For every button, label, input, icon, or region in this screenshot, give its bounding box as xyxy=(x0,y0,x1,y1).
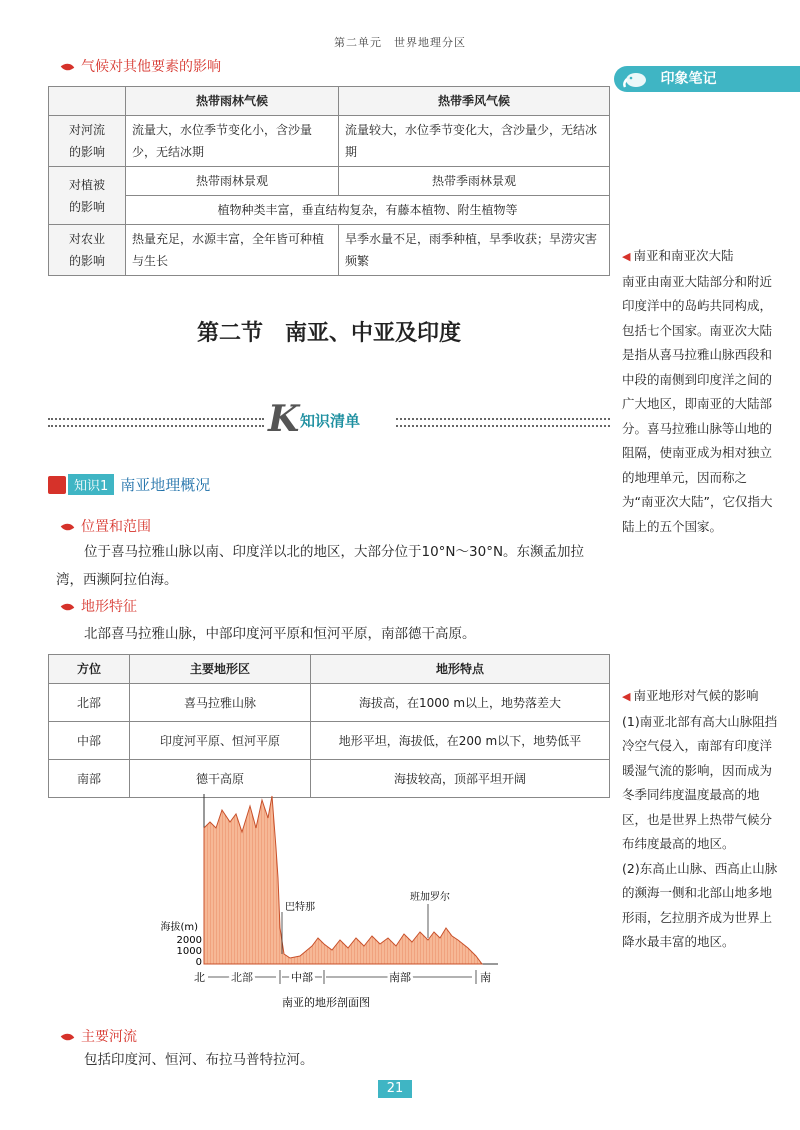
table-row: 对植被 的影响 热带雨林景观 热带季雨林景观 xyxy=(49,167,610,196)
y-axis-label: 海拔(m) xyxy=(160,922,198,933)
north-label: 北 xyxy=(194,971,205,984)
k-logo: K xyxy=(268,398,300,440)
knowledge-tag: 知识1 xyxy=(68,474,114,495)
table-row: 北部 喜马拉雅山脉 海拔高，在1000 m以上，地势落差大 xyxy=(49,684,610,722)
leaf-icon xyxy=(61,521,75,533)
triangle-marker-icon: ◀ xyxy=(622,250,631,263)
unit-header: 第二单元 世界地理分区 xyxy=(334,36,466,49)
terrain-profile-area xyxy=(204,796,482,964)
table-row: 南部 德干高原 海拔较高，顶部平坦开阔 xyxy=(49,760,610,798)
segment-north: 北部 xyxy=(231,971,253,984)
book-icon xyxy=(48,476,66,494)
col-rainforest: 热带雨林气候 xyxy=(126,87,339,116)
table-row: 中部 印度河平原、恒河平原 地形平坦，海拔低，在200 m以下，地势低平 xyxy=(49,722,610,760)
leaf-icon xyxy=(61,1031,75,1043)
location-title: 位置和范围 xyxy=(62,516,151,536)
y-tick: 1000 xyxy=(176,946,202,957)
side-note-subcontinent: ◀ 南亚和南亚次大陆 南亚由南亚大陆部分和附近印度洋中的岛屿共同构成，包括七个国家。南亚次大陆是指从喜马拉雅山脉西段和中段的南侧到印度洋之间的广大地区，即南亚的大陆部分。喜马拉雅山脉等山地的阻隔，使南亚成为相对独立的地理单元，因而称之为“南亚次大陆”，它仅指大陆上的五个国家。 xyxy=(622,248,773,534)
divider xyxy=(396,418,610,427)
leaf-icon xyxy=(61,61,75,73)
y-tick: 0 xyxy=(195,957,202,968)
terrain-profile-diagram xyxy=(150,788,510,1018)
table-row: 对河流 的影响 流量大，水位季节变化小，含沙量少，无结冰期 流量较大，水位季节变化大，含沙量少，无结冰期 xyxy=(49,116,610,167)
terrain-title: 地形特征 xyxy=(62,596,137,616)
terrain-table: 方位 主要地形区 地形特点 北部 喜马拉雅山脉 海拔高，在1000 m以上，地势落差大 中部 印度河平原、恒河平原 地形平坦，海拔低，在200 m以下，地势低平 南部 德干高原 海拔较高，顶部平坦开阔 xyxy=(48,654,610,798)
patna-label: 巴特那 xyxy=(285,902,315,913)
climate-section-title: 气候对其他要素的影响 xyxy=(62,56,221,76)
segment-middle: 中部 xyxy=(291,971,313,984)
location-text: 位于喜马拉雅山脉以南、印度洋以北的地区，大部分位于10°N～30°N。东濒孟加拉湾，西濒阿拉伯海。 xyxy=(56,544,585,588)
knowledge1-heading: 知识1 南亚地理概况 xyxy=(48,474,210,495)
banner-label: 印象笔记 xyxy=(660,71,717,87)
rivers-text: 包括印度河、恒河、布拉马普特拉河。 xyxy=(84,1052,314,1068)
divider xyxy=(48,418,264,427)
diagram-caption: 南亚的地形剖面图 xyxy=(282,996,370,1009)
col-monsoon: 热带季风气候 xyxy=(339,87,610,116)
rivers-title: 主要河流 xyxy=(62,1026,137,1046)
impression-notes-banner xyxy=(614,66,800,92)
table-row: 植物种类丰富，垂直结构复杂，有藤本植物、附生植物等 xyxy=(49,196,610,225)
elephant-icon xyxy=(622,69,652,89)
chapter-title: 第二节 南亚、中亚及印度 xyxy=(196,320,461,346)
triangle-marker-icon: ◀ xyxy=(622,690,631,703)
knowledge-list-banner: K 知识清单 xyxy=(268,398,361,440)
page-number: 21 xyxy=(378,1080,412,1098)
y-tick: 2000 xyxy=(176,935,202,946)
climate-table xyxy=(48,86,610,276)
bangalore-label: 班加罗尔 xyxy=(410,892,450,903)
south-label: 南 xyxy=(480,971,491,984)
segment-south: 南部 xyxy=(389,971,411,984)
side-note-terrain-climate: ◀ 南亚地形对气候的影响 (1)南亚北部有高大山脉阻挡冷空气侵入，南部有印度洋暖湿气流的影响，因而成为冬季同纬度温度最高的地区，也是世界上热带气候分布纬度最高的地区。 (2)东高止山脉、西高止山脉的濒海一侧和北部山地多地形雨，乞拉朋齐成为世界上降水最丰富的地区。 xyxy=(622,688,778,949)
terrain-text: 北部喜马拉雅山脉，中部印度河平原和恒河平原，南部德干高原。 xyxy=(84,626,476,642)
leaf-icon xyxy=(61,601,75,613)
table-row: 对农业 的影响 热量充足，水源丰富，全年皆可种植与生长 旱季水量不足，雨季种植，旱季收获；旱涝灾害频繁 xyxy=(49,225,610,276)
